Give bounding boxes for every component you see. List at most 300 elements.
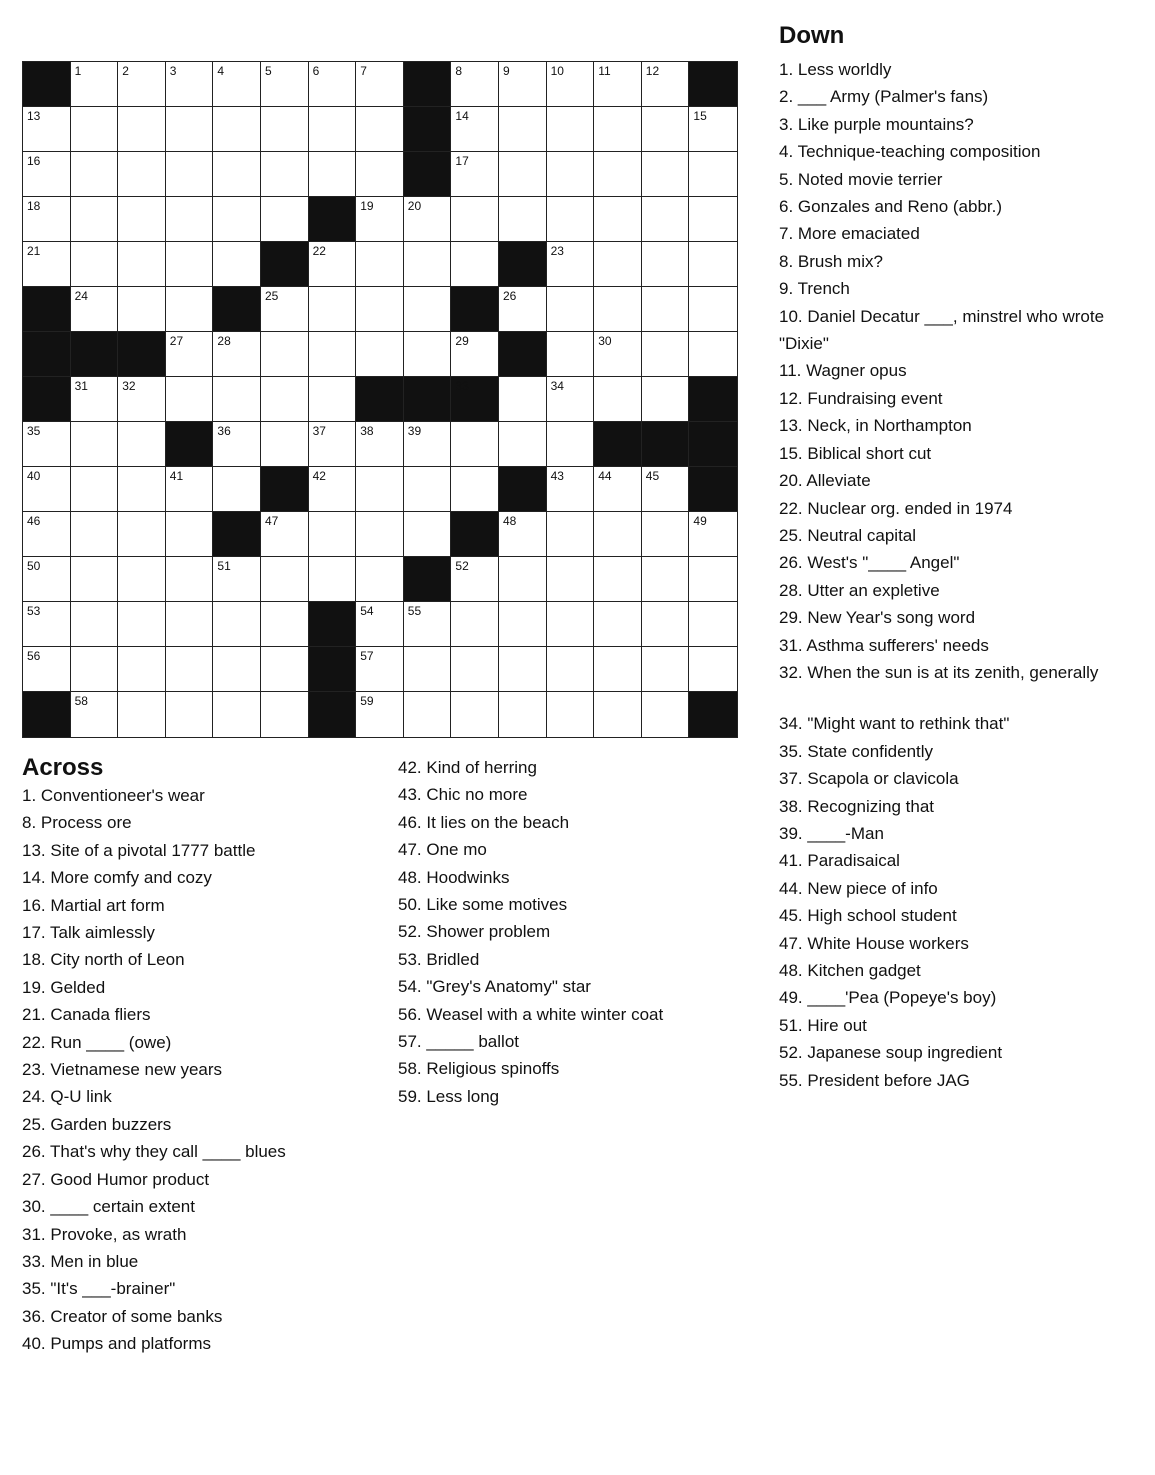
grid-cell[interactable] — [594, 467, 642, 512]
black-square — [689, 62, 737, 107]
across-clue: 58. Religious spinoffs — [398, 1059, 560, 1079]
cell-number: 45 — [645, 469, 660, 483]
grid-cell[interactable] — [499, 512, 547, 557]
grid-cell[interactable] — [689, 197, 737, 242]
cell-number: 6 — [312, 64, 320, 78]
grid-cell[interactable] — [547, 512, 595, 557]
black-square — [404, 107, 452, 152]
grid-cell[interactable] — [547, 602, 595, 647]
black-square — [309, 197, 357, 242]
grid-cell[interactable] — [356, 242, 404, 287]
grid-cell[interactable] — [356, 287, 404, 332]
grid-cell[interactable] — [547, 62, 595, 107]
cell-number: 4 — [217, 64, 225, 78]
grid-cell[interactable] — [356, 422, 404, 467]
cell-number: 1 — [74, 64, 82, 78]
grid-cell[interactable] — [309, 377, 357, 422]
grid-cell[interactable] — [71, 242, 119, 287]
cell-number: 21 — [27, 244, 41, 258]
grid-cell[interactable] — [451, 602, 499, 647]
across-clue-list-col2 — [398, 754, 758, 1110]
grid-cell[interactable] — [594, 152, 642, 197]
grid-cell[interactable] — [118, 152, 166, 197]
cell-number: 29 — [455, 334, 469, 348]
cell-number: 57 — [360, 649, 374, 663]
grid-cell[interactable] — [213, 197, 261, 242]
grid-cell[interactable] — [118, 287, 166, 332]
grid-cell[interactable] — [356, 107, 404, 152]
grid-cell[interactable] — [642, 692, 690, 737]
grid-cell[interactable] — [213, 692, 261, 737]
grid-cell[interactable] — [451, 557, 499, 602]
grid-cell[interactable] — [689, 602, 737, 647]
cell-number: 20 — [407, 199, 422, 213]
grid-cell[interactable] — [404, 197, 452, 242]
grid-cell[interactable] — [118, 512, 166, 557]
black-square — [404, 557, 452, 602]
grid-cell[interactable] — [71, 377, 119, 422]
grid-cell[interactable] — [356, 647, 404, 692]
grid-cell[interactable] — [166, 467, 214, 512]
grid-cell[interactable] — [356, 197, 404, 242]
grid-cell[interactable] — [261, 602, 309, 647]
grid-cell[interactable] — [118, 377, 166, 422]
grid-cell[interactable] — [261, 647, 309, 692]
black-square — [166, 422, 214, 467]
grid-cell[interactable] — [499, 692, 547, 737]
cell-number: 19 — [360, 199, 374, 213]
cell-number: 2 — [122, 64, 129, 78]
grid-cell[interactable] — [594, 242, 642, 287]
down-clue: 29. New Year's song word — [779, 608, 976, 628]
grid-cell[interactable] — [594, 377, 642, 422]
grid-cell[interactable] — [404, 692, 452, 737]
grid-cell[interactable] — [309, 467, 357, 512]
grid-cell[interactable] — [547, 332, 595, 377]
across-clue: 56. Weasel with a white winter coat — [398, 1004, 664, 1024]
across-clue: 57. _____ ballot — [398, 1032, 519, 1052]
across-clue: 27. Good Humor product — [22, 1169, 210, 1189]
grid-cell[interactable] — [261, 377, 309, 422]
grid-cell[interactable] — [451, 197, 499, 242]
grid-cell[interactable] — [356, 602, 404, 647]
grid-cell[interactable] — [213, 647, 261, 692]
across-clue: 59. Less long — [398, 1086, 500, 1106]
grid-cell[interactable] — [642, 152, 690, 197]
grid-cell[interactable] — [166, 62, 214, 107]
grid-cell[interactable] — [118, 692, 166, 737]
grid-cell[interactable] — [309, 152, 357, 197]
grid-cell[interactable] — [213, 332, 261, 377]
cell-number: 37 — [312, 424, 326, 438]
grid-cell[interactable] — [547, 107, 595, 152]
cell-number: 38 — [360, 424, 374, 438]
across-clue: 16. Martial art form — [22, 895, 165, 915]
grid-cell[interactable] — [547, 377, 595, 422]
cell-number: 23 — [550, 244, 564, 258]
grid-cell[interactable] — [547, 197, 595, 242]
grid-cell[interactable] — [547, 692, 595, 737]
grid-cell[interactable] — [166, 107, 214, 152]
grid-cell[interactable] — [71, 512, 119, 557]
grid-cell[interactable] — [23, 512, 71, 557]
black-square — [594, 422, 642, 467]
black-square — [499, 467, 547, 512]
grid-cell[interactable] — [118, 62, 166, 107]
grid-cell[interactable] — [404, 287, 452, 332]
grid-cell[interactable] — [499, 557, 547, 602]
grid-cell[interactable] — [499, 152, 547, 197]
down-clue: 35. State confidently — [779, 741, 934, 761]
cell-number: 56 — [27, 649, 41, 663]
black-square — [499, 332, 547, 377]
cell-number: 42 — [312, 469, 326, 483]
grid-cell[interactable] — [213, 377, 261, 422]
grid-cell[interactable] — [404, 422, 452, 467]
black-square — [451, 512, 499, 557]
black-square — [309, 602, 357, 647]
grid-cell[interactable] — [261, 422, 309, 467]
black-square — [642, 422, 690, 467]
grid-cell[interactable] — [499, 62, 547, 107]
cell-number: 44 — [598, 469, 612, 483]
grid-cell[interactable] — [261, 152, 309, 197]
grid-cell[interactable] — [594, 692, 642, 737]
black-square — [451, 377, 499, 422]
grid-cell[interactable] — [71, 467, 119, 512]
grid-cell[interactable] — [166, 512, 214, 557]
grid-cell[interactable] — [261, 557, 309, 602]
down-clue: 44. New piece of info — [779, 878, 938, 898]
grid-cell[interactable] — [356, 467, 404, 512]
black-square — [261, 467, 309, 512]
grid-cell[interactable] — [356, 512, 404, 557]
grid-cell[interactable] — [594, 107, 642, 152]
grid-cell[interactable] — [118, 602, 166, 647]
across-clue: 33. Men in blue — [22, 1251, 139, 1271]
grid-cell[interactable] — [642, 647, 690, 692]
across-clue: 54. "Grey's Anatomy" star — [398, 977, 591, 997]
grid-cell[interactable] — [71, 62, 119, 107]
down-clue: 31. Asthma sufferers' needs — [779, 635, 989, 655]
grid-cell[interactable] — [71, 557, 119, 602]
cell-number: 3 — [169, 64, 177, 78]
grid-cell[interactable] — [213, 152, 261, 197]
grid-cell[interactable] — [23, 602, 71, 647]
cell-number: 15 — [693, 109, 707, 123]
cell-number: 10 — [550, 64, 564, 78]
cell-number: 52 — [455, 559, 469, 573]
grid-cell[interactable] — [261, 287, 309, 332]
grid-cell[interactable] — [642, 242, 690, 287]
grid-cell[interactable] — [404, 602, 452, 647]
down-clue: 3. Like purple mountains? — [779, 114, 974, 134]
grid-cell[interactable] — [166, 152, 214, 197]
grid-cell[interactable] — [547, 152, 595, 197]
black-square — [309, 692, 357, 737]
grid-cell[interactable] — [213, 602, 261, 647]
grid-cell[interactable] — [71, 107, 119, 152]
across-heading: Across — [22, 754, 104, 781]
across-clue: 40. Pumps and platforms — [22, 1334, 211, 1354]
down-clue: 34. "Might want to rethink that" — [779, 714, 1010, 734]
grid-cell[interactable] — [23, 107, 71, 152]
grid-cell[interactable] — [689, 242, 737, 287]
grid-cell[interactable] — [547, 242, 595, 287]
grid-cell[interactable] — [71, 197, 119, 242]
cell-number: 36 — [217, 424, 231, 438]
cell-number: 35 — [27, 424, 41, 438]
down-clue: 5. Noted movie terrier — [779, 169, 943, 189]
grid-cell[interactable] — [118, 242, 166, 287]
grid-cell[interactable] — [642, 332, 690, 377]
grid-cell[interactable] — [642, 467, 690, 512]
grid-cell[interactable] — [166, 332, 214, 377]
grid-cell[interactable] — [118, 107, 166, 152]
grid-cell[interactable] — [261, 197, 309, 242]
grid-cell[interactable] — [309, 332, 357, 377]
across-clue: 47. One mo — [398, 840, 487, 860]
grid-cell[interactable] — [451, 467, 499, 512]
grid-cell[interactable] — [451, 422, 499, 467]
grid-cell[interactable] — [23, 467, 71, 512]
grid-cell[interactable] — [71, 422, 119, 467]
grid-cell[interactable] — [71, 602, 119, 647]
cell-number: 7 — [360, 64, 367, 78]
grid-cell[interactable] — [356, 692, 404, 737]
cell-number: 40 — [27, 469, 41, 483]
down-clue: 26. West's "____ Angel" — [779, 553, 960, 573]
grid-cell[interactable] — [642, 197, 690, 242]
grid-cell[interactable] — [547, 287, 595, 332]
grid-cell[interactable] — [23, 242, 71, 287]
across-clue: 13. Site of a pivotal 1777 battle — [22, 840, 256, 860]
black-square — [689, 422, 737, 467]
across-clue: 25. Garden buzzers — [22, 1114, 172, 1134]
grid-cell[interactable] — [594, 557, 642, 602]
down-clue: 47. White House workers — [779, 933, 969, 953]
grid-cell[interactable] — [594, 332, 642, 377]
grid-cell[interactable] — [213, 467, 261, 512]
across-clue: 14. More comfy and cozy — [22, 868, 212, 888]
grid-cell[interactable] — [71, 287, 119, 332]
grid-cell[interactable] — [118, 557, 166, 602]
grid-cell[interactable] — [689, 152, 737, 197]
cell-number: 11 — [598, 64, 611, 78]
cell-number: 41 — [169, 469, 184, 483]
grid-cell[interactable] — [451, 152, 499, 197]
cell-number: 54 — [360, 604, 374, 618]
grid-cell[interactable] — [499, 377, 547, 422]
grid-cell[interactable] — [356, 152, 404, 197]
grid-cell[interactable] — [594, 197, 642, 242]
black-square — [689, 692, 737, 737]
grid-cell[interactable] — [118, 467, 166, 512]
down-clue: 8. Brush mix? — [779, 251, 883, 271]
grid-cell[interactable] — [689, 512, 737, 557]
grid-cell[interactable] — [451, 692, 499, 737]
down-clue: 15. Biblical short cut — [779, 443, 932, 463]
grid-cell[interactable] — [71, 647, 119, 692]
grid-cell[interactable] — [594, 602, 642, 647]
grid-cell[interactable] — [166, 692, 214, 737]
grid-cell[interactable] — [451, 332, 499, 377]
grid-cell[interactable] — [642, 557, 690, 602]
grid-cell[interactable] — [404, 512, 452, 557]
across-clue: 31. Provoke, as wrath — [22, 1224, 187, 1244]
grid-cell[interactable] — [404, 647, 452, 692]
black-square — [23, 332, 71, 377]
cell-number: 26 — [502, 289, 517, 303]
grid-cell[interactable] — [499, 602, 547, 647]
grid-cell[interactable] — [213, 557, 261, 602]
grid-cell[interactable] — [166, 647, 214, 692]
grid-cell[interactable] — [642, 512, 690, 557]
grid-cell[interactable] — [642, 62, 690, 107]
grid-cell[interactable] — [689, 332, 737, 377]
grid-cell[interactable] — [23, 197, 71, 242]
across-clue: 18. City north of Leon — [22, 950, 185, 970]
grid-cell[interactable] — [166, 242, 214, 287]
grid-cell[interactable] — [261, 107, 309, 152]
down-clue: 2. ___ Army (Palmer's fans) — [779, 87, 989, 107]
down-clue: 6. Gonzales and Reno (abbr.) — [779, 197, 1003, 217]
across-clue: 48. Hoodwinks — [398, 867, 510, 887]
down-clue: 45. High school student — [779, 906, 957, 926]
cell-number: 53 — [27, 604, 41, 618]
grid-cell[interactable] — [451, 242, 499, 287]
cell-number: 13 — [27, 109, 41, 123]
grid-cell[interactable] — [166, 557, 214, 602]
grid-cell[interactable] — [309, 557, 357, 602]
across-clue: 36. Creator of some banks — [22, 1306, 223, 1326]
across-clue: 21. Canada fliers — [22, 1005, 151, 1025]
grid-cell[interactable] — [547, 422, 595, 467]
grid-cell[interactable] — [689, 107, 737, 152]
grid-cell[interactable] — [23, 422, 71, 467]
grid-cell[interactable] — [309, 287, 357, 332]
grid-cell[interactable] — [499, 647, 547, 692]
grid-cell[interactable] — [547, 647, 595, 692]
grid-cell[interactable] — [118, 422, 166, 467]
grid-cell[interactable] — [404, 467, 452, 512]
grid-cell[interactable] — [71, 152, 119, 197]
grid-cell[interactable] — [261, 332, 309, 377]
cell-number: 14 — [455, 109, 469, 123]
black-square — [689, 467, 737, 512]
grid-cell[interactable] — [689, 287, 737, 332]
cell-number: 27 — [169, 334, 184, 348]
grid-cell[interactable] — [689, 647, 737, 692]
grid-cell[interactable] — [499, 287, 547, 332]
down-clue: 52. Japanese soup ingredient — [779, 1043, 1003, 1063]
crossword-grid — [22, 61, 738, 738]
grid-cell[interactable] — [309, 62, 357, 107]
across-clue-list-col1 — [22, 782, 382, 1358]
down-clue: 12. Fundraising event — [779, 388, 943, 408]
black-square — [404, 377, 452, 422]
grid-cell[interactable] — [594, 647, 642, 692]
grid-cell[interactable] — [309, 107, 357, 152]
grid-cell[interactable] — [642, 287, 690, 332]
grid-cell[interactable] — [213, 107, 261, 152]
grid-cell[interactable] — [71, 692, 119, 737]
grid-cell[interactable] — [404, 332, 452, 377]
across-clue: 43. Chic no more — [398, 785, 528, 805]
grid-cell[interactable] — [309, 512, 357, 557]
grid-cell[interactable] — [213, 242, 261, 287]
black-square — [118, 332, 166, 377]
grid-cell[interactable] — [356, 332, 404, 377]
grid-cell[interactable] — [118, 197, 166, 242]
down-clue: 20. Alleviate — [779, 471, 871, 491]
cell-number: 58 — [74, 694, 88, 708]
grid-cell[interactable] — [213, 422, 261, 467]
cell-number: 59 — [360, 694, 374, 708]
grid-cell[interactable] — [166, 602, 214, 647]
cell-number: 51 — [217, 559, 231, 573]
down-clue: 10. Daniel Decatur ___, minstrel who wrote "Dixie" — [779, 306, 1105, 354]
grid-cell[interactable] — [213, 62, 261, 107]
grid-cell[interactable] — [594, 512, 642, 557]
grid-cell[interactable] — [547, 557, 595, 602]
grid-cell[interactable] — [499, 422, 547, 467]
grid-cell[interactable] — [261, 512, 309, 557]
grid-cell[interactable] — [451, 62, 499, 107]
down-clue: 4. Technique-teaching composition — [779, 142, 1041, 162]
grid-cell[interactable] — [23, 647, 71, 692]
grid-cell[interactable] — [642, 377, 690, 422]
grid-cell[interactable] — [451, 647, 499, 692]
across-clue: 26. That's why they call ____ blues — [22, 1142, 286, 1162]
grid-cell[interactable] — [594, 287, 642, 332]
grid-cell[interactable] — [499, 107, 547, 152]
cell-number: 55 — [407, 604, 422, 618]
cell-number: 46 — [27, 514, 41, 528]
down-clue: 51. Hire out — [779, 1015, 867, 1035]
black-square — [499, 242, 547, 287]
grid-cell[interactable] — [451, 107, 499, 152]
down-clue: 13. Neck, in Northampton — [779, 416, 972, 436]
grid-cell[interactable] — [118, 647, 166, 692]
down-clue: 39. ____-Man — [779, 823, 884, 843]
grid-cell[interactable] — [166, 377, 214, 422]
grid-cell[interactable] — [547, 467, 595, 512]
down-clue: 38. Recognizing that — [779, 796, 934, 816]
grid-cell[interactable] — [261, 692, 309, 737]
grid-cell[interactable] — [499, 197, 547, 242]
grid-cell[interactable] — [261, 62, 309, 107]
grid-cell[interactable] — [23, 152, 71, 197]
grid-cell[interactable] — [689, 557, 737, 602]
grid-cell[interactable] — [594, 62, 642, 107]
grid-cell[interactable] — [309, 422, 357, 467]
down-clue: 41. Paradisaical — [779, 851, 900, 871]
grid-cell[interactable] — [166, 197, 214, 242]
black-square — [309, 647, 357, 692]
grid-cell[interactable] — [356, 62, 404, 107]
grid-cell[interactable] — [309, 242, 357, 287]
down-clue: 28. Utter an expletive — [779, 580, 940, 600]
grid-cell[interactable] — [404, 242, 452, 287]
grid-cell[interactable] — [642, 602, 690, 647]
grid-cell[interactable] — [642, 107, 690, 152]
grid-cell[interactable] — [356, 557, 404, 602]
grid-cell[interactable] — [23, 557, 71, 602]
black-square — [261, 242, 309, 287]
grid-cell[interactable] — [166, 287, 214, 332]
across-clue: 24. Q-U link — [22, 1087, 112, 1107]
